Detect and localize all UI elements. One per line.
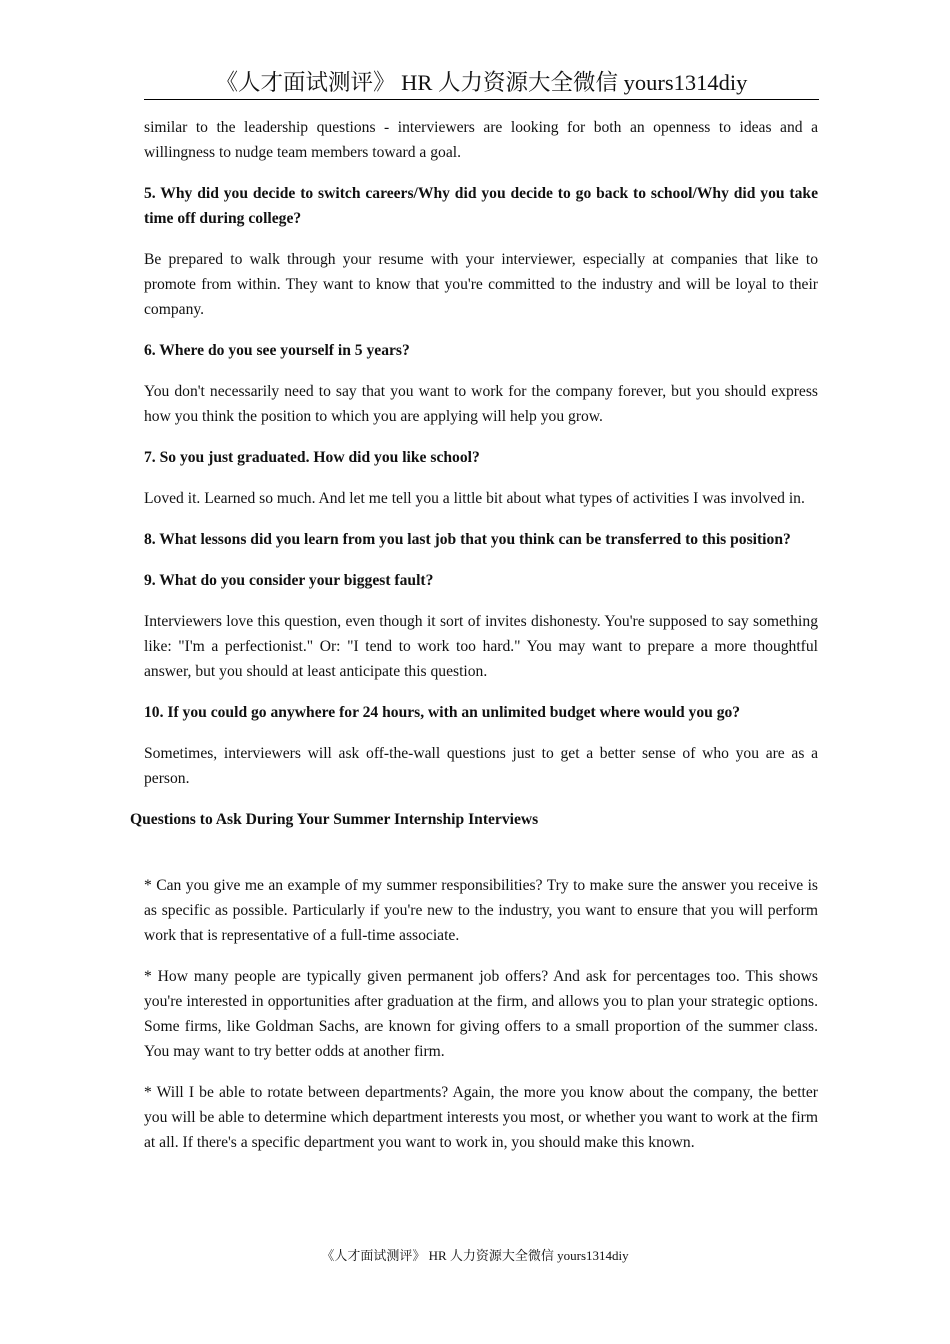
tip-paragraph: * How many people are typically given permanent job offers? And ask for percentages too. This shows you're interested in opportunities after graduation at the firm, and allows you to plan your strategic options. Some firms, like Goldman Sachs, are known for giving offers to a small proportion of the summer class. You may want to try better odds at another firm. xyxy=(144,968,818,1060)
paragraph: Loved it. Learned so much. And let me tell you a little bit about what types of activities I was involved in. xyxy=(144,490,805,507)
tip-paragraph: * Can you give me an example of my summer responsibilities? Try to make sure the answer you receive is as specific as possible. Particularly if you're new to the industry, you want to ensure that you will perform work that is representative of a full-time associate. xyxy=(144,877,818,944)
paragraph: Interviewers love this question, even though it sort of invites dishonesty. You're supposed to say something like: "I'm a perfectionist." Or: "I tend to work too hard." You may want to prepare a more thoughtful answer, but you should at least anticipate this question. xyxy=(144,613,818,680)
paragraph: You don't necessarily need to say that you want to work for the company forever, but you should express how you think the position to which you are applying will help you grow. xyxy=(144,383,818,425)
question-heading: 10. If you could go anywhere for 24 hours, with an unlimited budget where would you go? xyxy=(144,704,741,721)
question-heading: 8. What lessons did you learn from you last job that you think can be transferred to this position? xyxy=(144,531,791,548)
question-heading: 5. Why did you decide to switch careers/Why did you decide to go back to school/Why did you take time off during college? xyxy=(144,185,818,227)
tip-paragraph: * Will I be able to rotate between departments? Again, the more you know about the company, the better you will be able to determine which department interests you most, or whether you want to work at the firm at all. If there's a specific department you want to work in, you should make this known. xyxy=(144,1084,818,1151)
page-header: 《人才面试测评》 HR 人力资源大全微信 yours1314diy xyxy=(144,66,819,100)
section-title: Questions to Ask During Your Summer Internship Interviews xyxy=(130,811,539,828)
paragraph: Be prepared to walk through your resume with your interviewer, especially at companies that like to promote from within. They want to know that you're committed to the industry and will be loyal to their company. xyxy=(144,251,818,318)
question-heading: 9. What do you consider your biggest fault? xyxy=(144,572,434,589)
paragraph: Sometimes, interviewers will ask off-the-wall questions just to get a better sense of who you are as a person. xyxy=(144,745,818,787)
section-spacer xyxy=(144,832,818,873)
page-footer: 《人才面试测评》 HR 人力资源大全微信 yours1314diy xyxy=(321,1248,629,1263)
question-heading: 6. Where do you see yourself in 5 years? xyxy=(144,342,410,359)
paragraph: similar to the leadership questions - interviewers are looking for both an openness to ideas and a willingness to nudge team members toward a goal. xyxy=(144,119,818,161)
document-body xyxy=(130,115,818,1171)
question-heading: 7. So you just graduated. How did you like school? xyxy=(144,449,480,466)
